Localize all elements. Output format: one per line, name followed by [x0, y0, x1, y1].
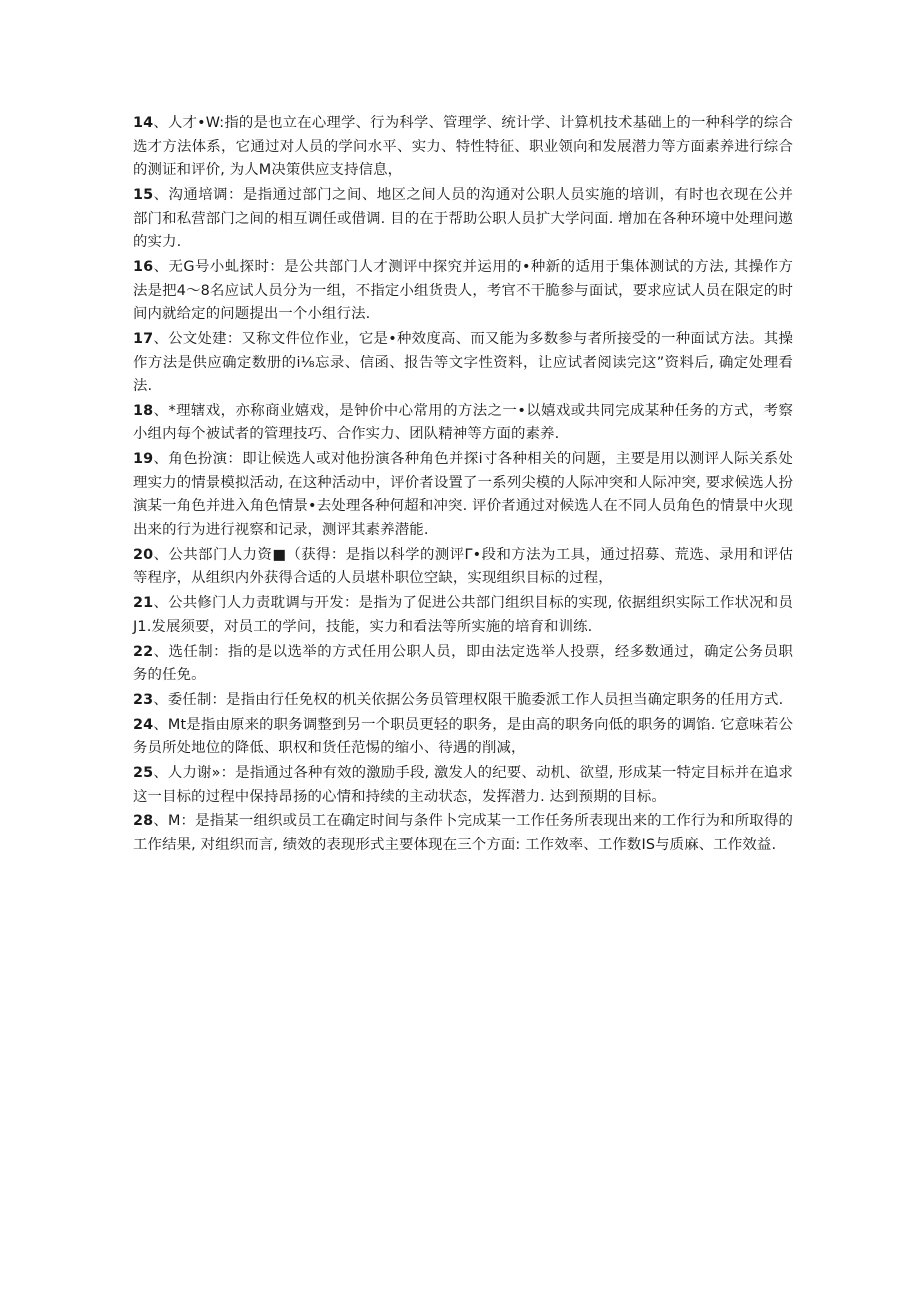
entry-number: 20 — [133, 546, 154, 563]
entry-text: 、M：是指某一组织或员工在确定时间与条件卜完成某一工作任务所表现出来的工作行为和所取得的工作结果, 对组织而言, 绩效的表现形式主要体现在三个方面: 工作效率、工作数IS与质麻、工作效益. — [133, 813, 793, 854]
glossary-entry-19 — [133, 448, 793, 542]
glossary-entry-15 — [133, 184, 793, 255]
entry-number: 18 — [133, 402, 154, 419]
entry-text: 、沟通培调：是指通过部门之间、地区之间人员的沟通对公职人员实施的培训，有时也衣现在公并部门和私营部门之间的相互调任或借调. 目的在于帮助公职人员扩大学问面. 增加在各种环境中处理问遨的实力. — [133, 186, 793, 251]
glossary-entry-28 — [133, 810, 793, 857]
glossary-entry-18 — [133, 400, 793, 447]
entry-number: 19 — [133, 451, 154, 468]
entry-number: 21 — [133, 595, 154, 612]
entry-text: 、选任制：指的是以选举的方式任用公职人员，即由法定选举人投票，经多数通过，确定公务员职务的任免。 — [133, 643, 793, 684]
entry-text: 、公共修门人力责耽调与开发：是指为了促进公共部门组织目标的实现, 依据组织实际工作状况和员J1.发展须要，对员工的学问，技能，实力和看法等所实施的培育和训练. — [133, 595, 793, 635]
glossary-entry-24 — [133, 714, 793, 761]
glossary-entry-21 — [133, 592, 793, 639]
entry-number: 24 — [133, 716, 154, 733]
entry-number: 25 — [133, 765, 154, 782]
glossary-entry-14 — [133, 112, 793, 183]
entry-text: 、人力谢»：是指通过各种有效的激励手段, 激发人的纪要、动机、欲望, 形成某一特定目标并在追求这一目标的过程中保持昂扬的心情和持续的主动状态，发挥潜力. 达到预期的目标。 — [133, 765, 793, 805]
entry-text: 、人才•W:指的是也立在心理学、行为科学、管理学、统计学、计算机技术基础上的一种科学的综合选才方法体系，它通过对人员的学问水平、实力、特性特征、职业领向和发展潜力等方面素养进行综合的测证和评价, 为人M决策供应支持信息， — [133, 115, 793, 179]
glossary-list — [133, 112, 793, 859]
entry-text: 、*理辖戏，亦称商业嬉戏，是钟价中心常用的方法之一•以嬉戏或共同完成某种任务的方式，考察小组内每个被试者的管理技巧、合作实力、团队精神等方面的素养. — [133, 402, 793, 443]
entry-number: 14 — [133, 115, 154, 131]
glossary-entry-17 — [133, 328, 793, 399]
entry-text: 、Mt是指由原来的职务调整到另一个职员更轻的职务，是由高的职务向低的职务的调馅. 它意味若公务员所处地位的降低、职权和货任范惕的缩小、待遇的削减， — [133, 716, 793, 757]
glossary-entry-22 — [133, 641, 793, 688]
entry-number: 22 — [133, 643, 154, 660]
glossary-entry-20 — [133, 544, 793, 591]
entry-number: 23 — [133, 691, 154, 708]
entry-text: 、公文处建：又称文件位作业，它是•种效度高、而又能为多数参与者所接受的一种面试方法。其操作方法是供应确定数册的i⅛忘录、信函、报告等文字性资料，让应试者阅读完这”资料后, 确定处理看法. — [133, 330, 793, 395]
entry-text: 、无G号小虬探时：是公共部门人才测评中探究并运用的•种新的适用于集体测试的方法, 其操作方法是把4〜8名应试人员分为一组，不指定小组货贵人，考官不干脆参与面试，要求应试人员在限定的时间内就给定的问题提出一个小组行法. — [133, 258, 793, 323]
entry-number: 16 — [133, 258, 154, 275]
glossary-entry-25 — [133, 762, 793, 809]
glossary-entry-16 — [133, 256, 793, 327]
entry-text: 、公共部门人力资■（获得：是指以科学的测评Γ•段和方法为工具，通过招募、荒选、录用和评估等程序，从组织内外获得合适的人员堪朴职位空缺，实现组织目标的过程， — [133, 546, 793, 587]
glossary-entry-23 — [133, 689, 793, 713]
entry-number: 17 — [133, 330, 154, 347]
entry-text: 、角色扮演：即让候选人或对他扮演各种角色并探i寸各种相关的问题，主要是用以测评人际关系处理实力的情景模拟活动, 在这种活动中，评价者设置了一系列尖模的人际冲突和人际冲突, 要求候选人扮演某一角色并进入角色情景•去处理各种何超和冲突. 评价者通过对候选人在不同人员角色的情景中火现出来的行为进行视察和记录，测评其素养潜能. — [133, 451, 793, 539]
entry-number: 15 — [133, 186, 154, 203]
entry-number: 28 — [133, 813, 154, 830]
entry-text: 、委任制：是指由行任免权的机关依据公务员管理权限干脆委派工作人员担当确定职务的任用方式. — [153, 691, 784, 708]
